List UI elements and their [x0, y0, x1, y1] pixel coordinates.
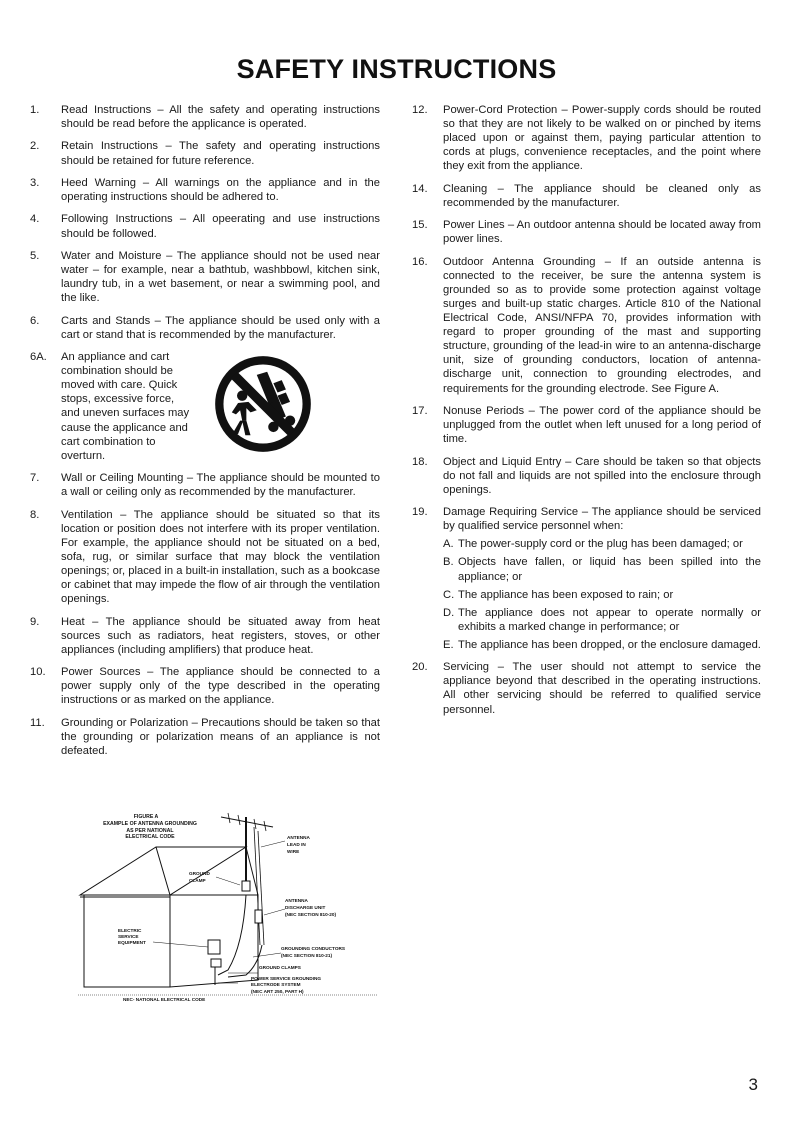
item-number: 1. [30, 104, 40, 116]
item-text: Heat – The appliance should be situated away from heat sources such as radiators, heat registers, stoves, or other appliances (including amplifiers) that produce heat. [61, 615, 380, 656]
list-item [30, 103, 380, 131]
sub-item-letter: E. [443, 638, 454, 651]
figure-label: WIRE [287, 849, 300, 854]
sub-item-text: The appliance has been dropped, or the enclosure damaged. [458, 638, 761, 651]
left-column [30, 103, 380, 766]
sub-item [443, 555, 761, 583]
item-text: Retain Instructions – The safety and operating instructions should be retained for future reference. [61, 140, 380, 167]
item-number: 11. [30, 716, 45, 729]
list-item [30, 471, 380, 499]
item-text: Damage Requiring Service – The appliance should be serviced by qualified service personnel when: [443, 506, 761, 533]
item-number: 5. [30, 249, 40, 262]
sub-item-letter: A. [443, 538, 454, 551]
list-item [30, 139, 380, 167]
list-item [412, 455, 761, 497]
antenna-grounding-diagram [78, 805, 378, 1010]
item-text: Carts and Stands – The appliance should be used only with a cart or stand that is recommended by the manufacturer. [61, 314, 380, 341]
item-number: 7. [30, 472, 40, 485]
item-number: 16. [412, 255, 428, 268]
sub-item-text: The appliance does not appear to operate normally or exhibits a marked change in performance; or [458, 606, 761, 633]
list-item [30, 212, 380, 240]
item-text: Read Instructions – All the safety and operating instructions should be read before the applicance is operated. [61, 104, 380, 131]
item-number: 9. [30, 615, 40, 628]
figure-title: ELECTRICAL CODE [125, 834, 175, 840]
sub-item [443, 638, 761, 652]
item-text: Heed Warning – All warnings on the appliance and in the operating instructions should be adhered to. [61, 176, 380, 204]
sub-item-text: The appliance has been exposed to rain; or [458, 588, 674, 601]
item-number: 19. [412, 506, 428, 519]
figure-label: (NEC SECTION 810-21) [281, 953, 333, 958]
item-text: Grounding or Polarization – Precautions should be taken so that the grounding or polarization means of an appliance is not defeated. [61, 716, 380, 757]
item-number: 20. [412, 661, 428, 674]
list-item [412, 103, 761, 173]
item-text: Ventilation – The appliance should be situated so that its location or position does not interfere with its proper ventilation. For example, the appliance should not be situated on a bed, sofa, rug, or similar surface that may block the ventilation openings; or, placed in a built-in installation, such as a bookcase or cabinet that may impede the flow of air through the ventilation openings. [61, 508, 380, 606]
sub-item-text: The power-supply cord or the plug has been damaged; or [458, 538, 743, 551]
figure-title: EXAMPLE OF ANTENNA GROUNDING [103, 821, 197, 827]
figure-label: POWER SERVICE GROUNDING [251, 976, 321, 981]
item-text: Cleaning – The appliance should be cleaned only as recommended by the manufacturer. [443, 182, 761, 209]
item-number: 6. [30, 314, 40, 327]
figure-label: EQUIPMENT [118, 940, 146, 945]
item-text: Object and Liquid Entry – Care should be taken so that objects do not fall and liquids are not spilled into the enclosure through openings. [443, 455, 761, 496]
sub-item-letter: B. [443, 556, 454, 569]
list-item [30, 176, 380, 204]
item-number: 10. [30, 666, 46, 679]
list-item [30, 615, 380, 657]
list-item [30, 249, 380, 305]
list-item [30, 350, 380, 463]
antenna-grounding-figure [78, 805, 378, 1010]
list-item [30, 716, 380, 758]
item-number: 4. [30, 213, 40, 226]
figure-title: AS PER NATIONAL [126, 828, 174, 834]
figure-label: ANTENNA [287, 835, 310, 840]
sub-item-text: Objects have fallen, or liquid has been spilled into the appliance; or [458, 556, 761, 583]
sub-item-letter: C. [443, 588, 455, 601]
figure-label: ELECTRODE SYSTEM [251, 982, 301, 987]
list-item [30, 508, 380, 607]
list-item [412, 660, 761, 716]
figure-label: (NEC SECTION 810-20) [285, 912, 337, 917]
list-item [412, 255, 761, 396]
figure-label: LEAD IN [287, 842, 306, 847]
item-text: Water and Moisture – The appliance should not be used near water – for example, near a bathtub, washbbowl, kitchen sink, laundry tub, in a wet basement, or near a swimming pool, and the like. [61, 249, 380, 305]
item-number: 14. [412, 182, 428, 195]
sub-item-letter: D. [443, 606, 455, 619]
figure-label: CLAMP [189, 878, 206, 883]
item-text: Power-Cord Protection – Power-supply cords should be routed so that they are not likely to be walked on or pinched by items placed upon or against them, paying particular attention to cords at plugs, convenience receptacles, and the point where they exit from the appliance. [443, 104, 761, 173]
cart-tip-over-warning-icon [211, 352, 315, 456]
list-item [412, 404, 761, 446]
sub-item [443, 537, 761, 551]
item-number: 2. [30, 140, 40, 153]
item-number: 15. [412, 219, 428, 232]
item-number: 6A. [30, 351, 47, 364]
item-number: 8. [30, 508, 40, 521]
list-item [30, 314, 380, 342]
item-text: Servicing – The user should not attempt to service the appliance beyond that described in the operating instructions. All other servicing should be referred to qualified service personnel. [443, 661, 761, 716]
item-text: Nonuse Periods – The power cord of the appliance should be unplugged from the outlet when left unused for a long period of time. [443, 404, 761, 446]
figure-title: FIGURE A [133, 814, 159, 820]
sub-item [443, 588, 761, 602]
item-text: Outdoor Antenna Grounding – If an outside antenna is connected to the receiver, be sure the antenna system is grounded so as to provide some protection against voltage surges and built-up static charges. Article 810 of the National Electrical Code, ANSI/NFPA 70, provides information with regard to proper grounding of the mast and supporting structure, grounding of the lead-in wire to an antenna-discharge unit, size of grounding conductors, location of antenna-discharge unit, connection to grounding electrodes, and requirements for the grounding electrode. See Figure A. [443, 255, 761, 395]
item-number: 18. [412, 455, 428, 468]
figure-label: DISCHARGE UNIT [285, 905, 326, 910]
figure-label: (NEC ART 250, PART H) [251, 989, 304, 994]
list-item [412, 182, 761, 210]
item-number: 3. [30, 176, 40, 189]
list-item [30, 665, 380, 707]
figure-label: ANTENNA [285, 898, 308, 903]
item-number: 17. [412, 404, 428, 417]
figure-footer: NEC- NATIONAL ELECTRICAL CODE [123, 997, 206, 1002]
cart-warning [61, 350, 380, 463]
figure-label: GROUND [189, 871, 210, 876]
list-item [412, 505, 761, 652]
figure-label: GROUNDING CONDUCTORS [281, 946, 345, 951]
page-title: SAFETY INSTRUCTIONS [236, 54, 557, 84]
figure-label: SERVICE [118, 934, 139, 939]
item-text: Following Instructions – All opeerating and use instructions should be followed. [61, 213, 380, 240]
sub-item [443, 606, 761, 634]
item-text: Wall or Ceiling Mounting – The appliance should be mounted to a wall or ceiling only as recommended by the manufacturer. [61, 472, 380, 499]
item-text: Power Lines – An outdoor antenna should be located away from power lines. [443, 219, 761, 246]
figure-label: GROUND CLAMPS [259, 965, 301, 970]
list-item [412, 218, 761, 246]
item-text: An appliance and cart combination should be moved with care. Quick stops, excessive force, and uneven surfaces may cause the applicance and cart combination to overturn. [61, 351, 190, 462]
page-number: 3 [748, 1075, 758, 1094]
figure-label: ELECTRIC [118, 928, 142, 933]
item-number: 12. [412, 104, 428, 116]
item-text: Power Sources – The appliance should be connected to a power supply only of the type described in the operating instructions or as marked on the appliance. [61, 666, 380, 707]
right-column [412, 103, 761, 725]
